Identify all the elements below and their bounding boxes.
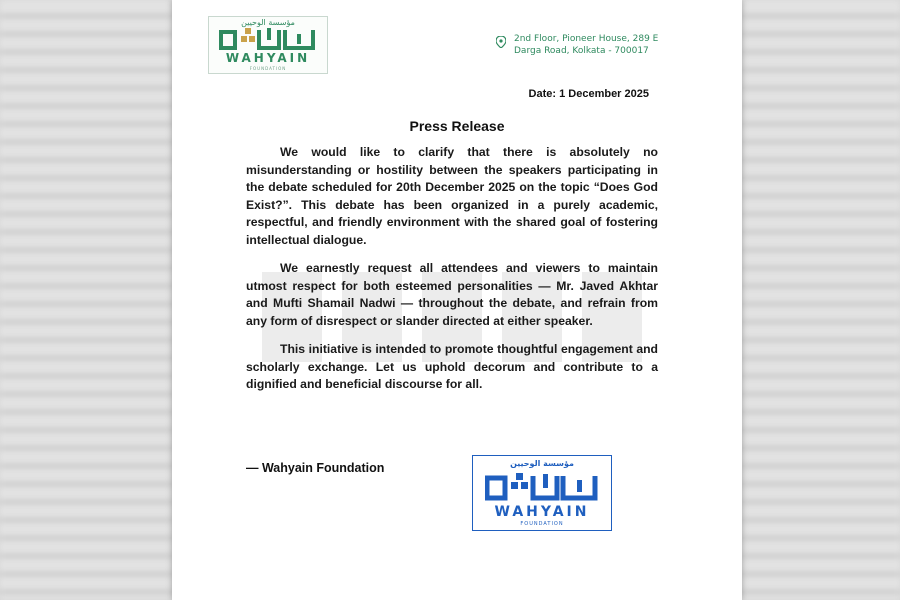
stamp-wordmark: WAHYAIN (494, 504, 590, 520)
address-block (514, 33, 714, 57)
document-date: Date: 1 December 2025 (528, 88, 649, 100)
wahyain-logo (208, 16, 328, 74)
location-pin-icon (496, 36, 506, 48)
logo-subtitle: FOUNDATION (249, 66, 287, 71)
stamp-kufic-mark (485, 470, 599, 502)
address-line-2: Darga Road, Kolkata - 700017 (514, 46, 649, 56)
paragraph-2: We earnestly request all attendees and viewers to maintain utmost respect for both esteemed personalities — Mr. Javed Akhtar and Mufti Shamail Nadwi — throughout the debate, and refrain from any form of disrespect or slander directed at either speaker. (246, 261, 658, 328)
address-line-1: 2nd Floor, Pioneer House, 289 E (514, 34, 659, 44)
paragraph-3: This initiative is intended to promote thoughtful engagement and scholarly exchange. Let us uphold decorum and contribute to a dignified and beneficial discourse for all. (246, 342, 658, 391)
foundation-stamp (472, 455, 612, 531)
logo-wordmark: WAHYAIN (225, 51, 311, 65)
press-release-body (246, 144, 658, 405)
stamp-subtitle: FOUNDATION (520, 521, 564, 527)
blurred-background-left (0, 0, 172, 600)
paragraph-1: We would like to clarify that there is absolutely no misunderstanding or hostility between the speakers participating in the debate scheduled for 20th December 2025 on the topic “Does God Exist?”. This debate has been organized in a purely academic, respectful, and friendly environment with the shared goal of fostering intellectual dialogue. (246, 145, 658, 247)
signature-line: — Wahyain Foundation (246, 461, 385, 475)
blurred-background-right (742, 0, 900, 600)
logo-arabic-text: مؤسسة الوحيين (241, 18, 295, 27)
logo-kufic-mark (219, 26, 317, 50)
page-title: Press Release (409, 118, 505, 134)
document-page (172, 0, 742, 600)
stamp-arabic-text: مؤسسة الوحيين (510, 459, 574, 468)
